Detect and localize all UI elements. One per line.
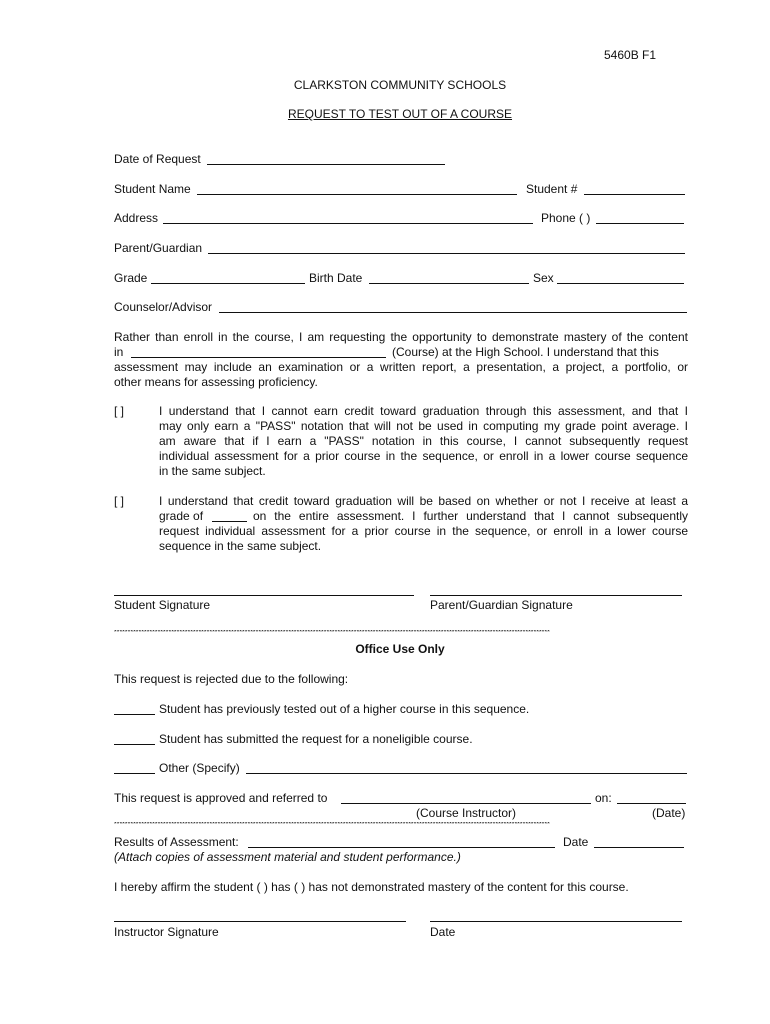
item2-line-3: request individual assessment for a prior course in the sequence, or enroll in a lower course [159,524,688,538]
item1-line-4: individual assessment for a prior course in the sequence, or enroll in a lower course sequence [159,449,688,463]
student-name-label: Student Name [114,182,191,196]
asterisk-separator: **************************************************************************************************************************************************************** [114,630,550,636]
results-date-field[interactable] [594,847,684,848]
item2-line-4: sequence in the same subject. [159,539,322,553]
student-number-field[interactable] [584,194,685,195]
course-instructor-caption: (Course Instructor) [416,806,517,820]
on-label: on: [595,791,612,805]
intro-line-4: other means for assessing proficiency. [114,375,318,389]
instructor-signature-label: Instructor Signature [114,925,219,939]
reason3-text: Other (Specify) [159,761,240,775]
instructor-signature-line[interactable] [114,921,406,922]
phone-field[interactable] [596,223,684,224]
address-field[interactable] [163,223,533,224]
item1-checkbox[interactable]: [ ] [114,404,125,418]
approved-label: This request is approved and referred to [114,791,328,805]
date-caption: (Date) [652,806,686,820]
results-date-label: Date [563,835,589,849]
address-label: Address [114,211,159,225]
birth-date-label: Birth Date [309,271,363,285]
student-name-field[interactable] [197,194,517,195]
form-title: REQUEST TO TEST OUT OF A COURSE [287,107,513,121]
sex-field[interactable] [557,283,684,284]
approved-date-field[interactable] [617,803,686,804]
results-field[interactable] [248,847,555,848]
office-use-heading: Office Use Only [355,642,445,656]
reason2-blank[interactable] [114,744,155,745]
parent-signature-line[interactable] [430,595,682,596]
item1-line-5: in the same subject. [159,464,266,478]
item2-line-2-prefix: grade of [159,509,204,523]
intro-line-2-suffix: (Course) at the High School. I understand that this [392,345,659,359]
counselor-field[interactable] [219,312,687,313]
asterisk-separator: **************************************************************************************************************************************************************** [114,822,550,828]
course-instructor-field[interactable] [341,803,591,804]
intro-line-3: assessment may include an examination or a written report, a presentation, a project, a portfolio, or [114,360,688,374]
grade-required-field[interactable] [212,521,247,522]
reason2-text: Student has submitted the request for a noneligible course. [159,732,473,746]
grade-field[interactable] [151,283,305,284]
item2-line-1: I understand that credit toward graduation will be based on whether or not I receive at least a [159,494,688,508]
reason1-blank[interactable] [114,714,155,715]
date-of-request-field[interactable] [207,164,445,165]
course-field[interactable] [131,357,386,358]
reason3-blank[interactable] [114,773,155,774]
item1-line-2: may only earn a "PASS" notation that will not be used in computing my grade point average. I [159,419,688,433]
reason1-text: Student has previously tested out of a higher course in this sequence. [159,702,530,716]
birth-date-field[interactable] [369,283,529,284]
attach-note: (Attach copies of assessment material and student performance.) [114,850,461,864]
sex-label: Sex [533,271,554,285]
intro-line-2-prefix: in [114,345,124,359]
date-of-request-label: Date of Request [114,152,201,166]
item2-line-2-suffix: on the entire assessment. I further understand that I cannot subsequently [253,509,688,523]
parent-signature-label: Parent/Guardian Signature [430,598,573,612]
parent-guardian-label: Parent/Guardian [114,241,203,255]
grade-label: Grade [114,271,148,285]
item2-checkbox[interactable]: [ ] [114,494,125,508]
instructor-date-line[interactable] [430,921,682,922]
instructor-date-label: Date [430,925,456,939]
affirm-statement: I hereby affirm the student ( ) has ( ) has not demonstrated mastery of the content for this course. [114,880,629,894]
intro-line-1: Rather than enroll in the course, I am requesting the opportunity to demonstrate mastery of the content [114,330,688,344]
form-code: 5460B F1 [604,48,657,62]
student-signature-line[interactable] [114,595,414,596]
parent-guardian-field[interactable] [208,253,685,254]
item1-line-3: am aware that if I earn a "PASS" notation in this course, I cannot subsequently request [159,434,688,448]
other-specify-field[interactable] [246,773,687,774]
item1-line-1: I understand that I cannot earn credit toward graduation through this assessment, and that I [159,404,688,418]
school-name: CLARKSTON COMMUNITY SCHOOLS [293,78,507,92]
student-signature-label: Student Signature [114,598,211,612]
phone-label: Phone ( ) [541,211,591,225]
rejected-label: This request is rejected due to the following: [114,672,349,686]
counselor-label: Counselor/Advisor [114,300,213,314]
student-number-label: Student # [526,182,578,196]
results-label: Results of Assessment: [114,835,239,849]
